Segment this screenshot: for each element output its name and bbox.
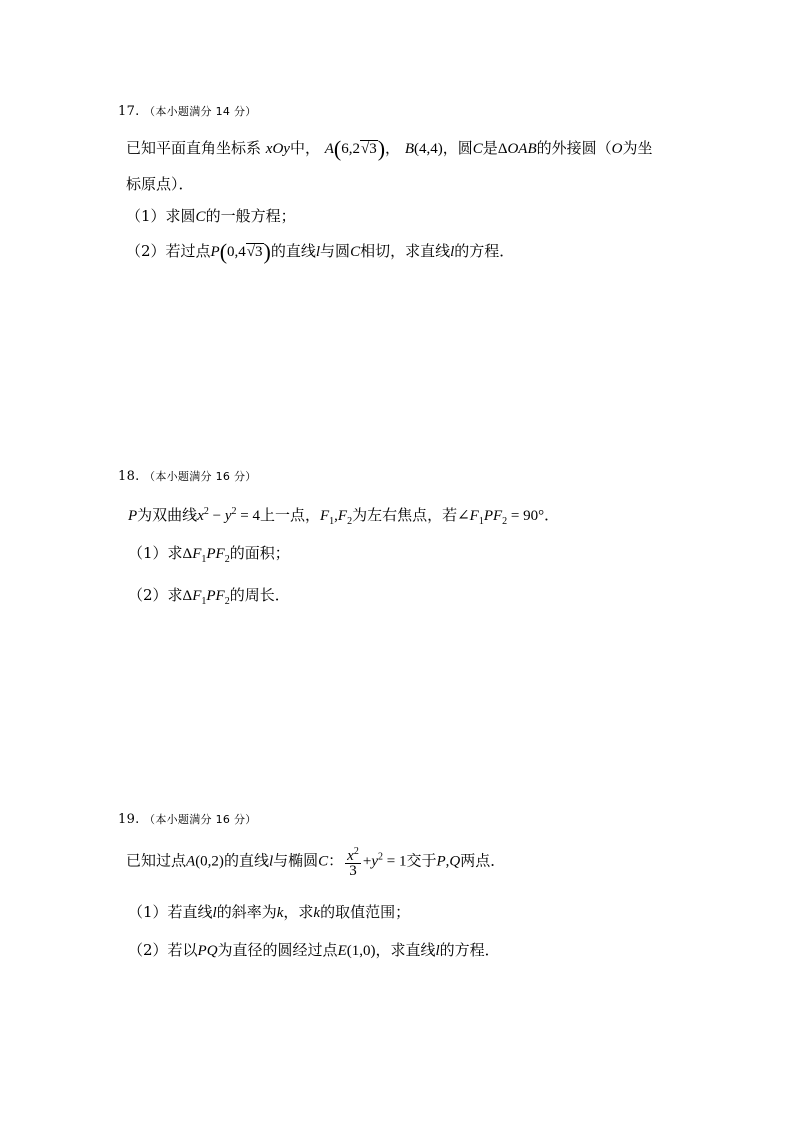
problem-17-question-1: （1）求圆C的一般方程； <box>126 207 296 225</box>
problem-19-stem: 已知过点A(0,2)的直线l与椭圆C： $\frac{x^2}{3}$ $+y^2 = 1$交于P,Q两点． <box>126 846 506 879</box>
problem-19-question-1: （1）若直线l的斜率为k，求k的取值范围； <box>128 903 411 921</box>
stem-text: 标原点）． <box>126 175 194 193</box>
stem-text: 是 <box>482 139 498 157</box>
problem-19-header <box>118 811 257 827</box>
problem-18-stem: P为双曲线$x^2 - y^2 = 4$上一点，$F_1,F_2$为左右焦点，若$\angle F_1PF_2 = 90^\circ$． <box>128 506 560 527</box>
problem-18-question-1: （1）求$\Delta F_1PF_2$的面积； <box>128 544 290 565</box>
problem-18-header <box>118 468 257 484</box>
math-point-a: A <box>324 141 334 157</box>
stem-text: 为坐 <box>622 139 653 157</box>
problem-number: 17. <box>118 104 140 119</box>
problem-number: 19. <box>118 812 140 827</box>
math-xoy: xOy <box>265 141 290 157</box>
points-label: （本小题满分 16 分） <box>144 470 257 483</box>
fraction-x2-over-3: $\frac{x^2}{3}$ <box>347 846 359 879</box>
stem-text: 已知平面直角坐标系 <box>126 139 266 157</box>
stem-text: ， <box>385 139 401 157</box>
points-label: （本小题满分 16 分） <box>144 813 257 826</box>
problem-19-question-2: （2）若以PQ为直径的圆经过点E(1,0)，求直线l的方程． <box>128 941 500 959</box>
problem-18-question-2: （2）求$\Delta F_1PF_2$的周长． <box>128 586 290 607</box>
stem-text: 中， <box>289 139 320 157</box>
points-label: （本小题满分 14 分） <box>144 105 257 118</box>
stem-text: ，圆 <box>442 139 473 157</box>
stem-text: 的外接圆（ <box>536 139 612 157</box>
math-point-b: B <box>404 141 415 157</box>
problem-number: 18. <box>118 469 140 484</box>
problem-17-stem-line2 <box>126 173 194 195</box>
problem-17-header <box>118 103 257 119</box>
problem-17-stem-line1: 已知平面直角坐标系 xOy中， A(6,2√3)， B(4,4)，圆C是ΔOAB的外接圆（O为坐 <box>126 136 653 161</box>
problem-17-question-2: （2）若过点P(0,4√3)的直线l与圆C相切，求直线l的方程． <box>126 239 515 264</box>
